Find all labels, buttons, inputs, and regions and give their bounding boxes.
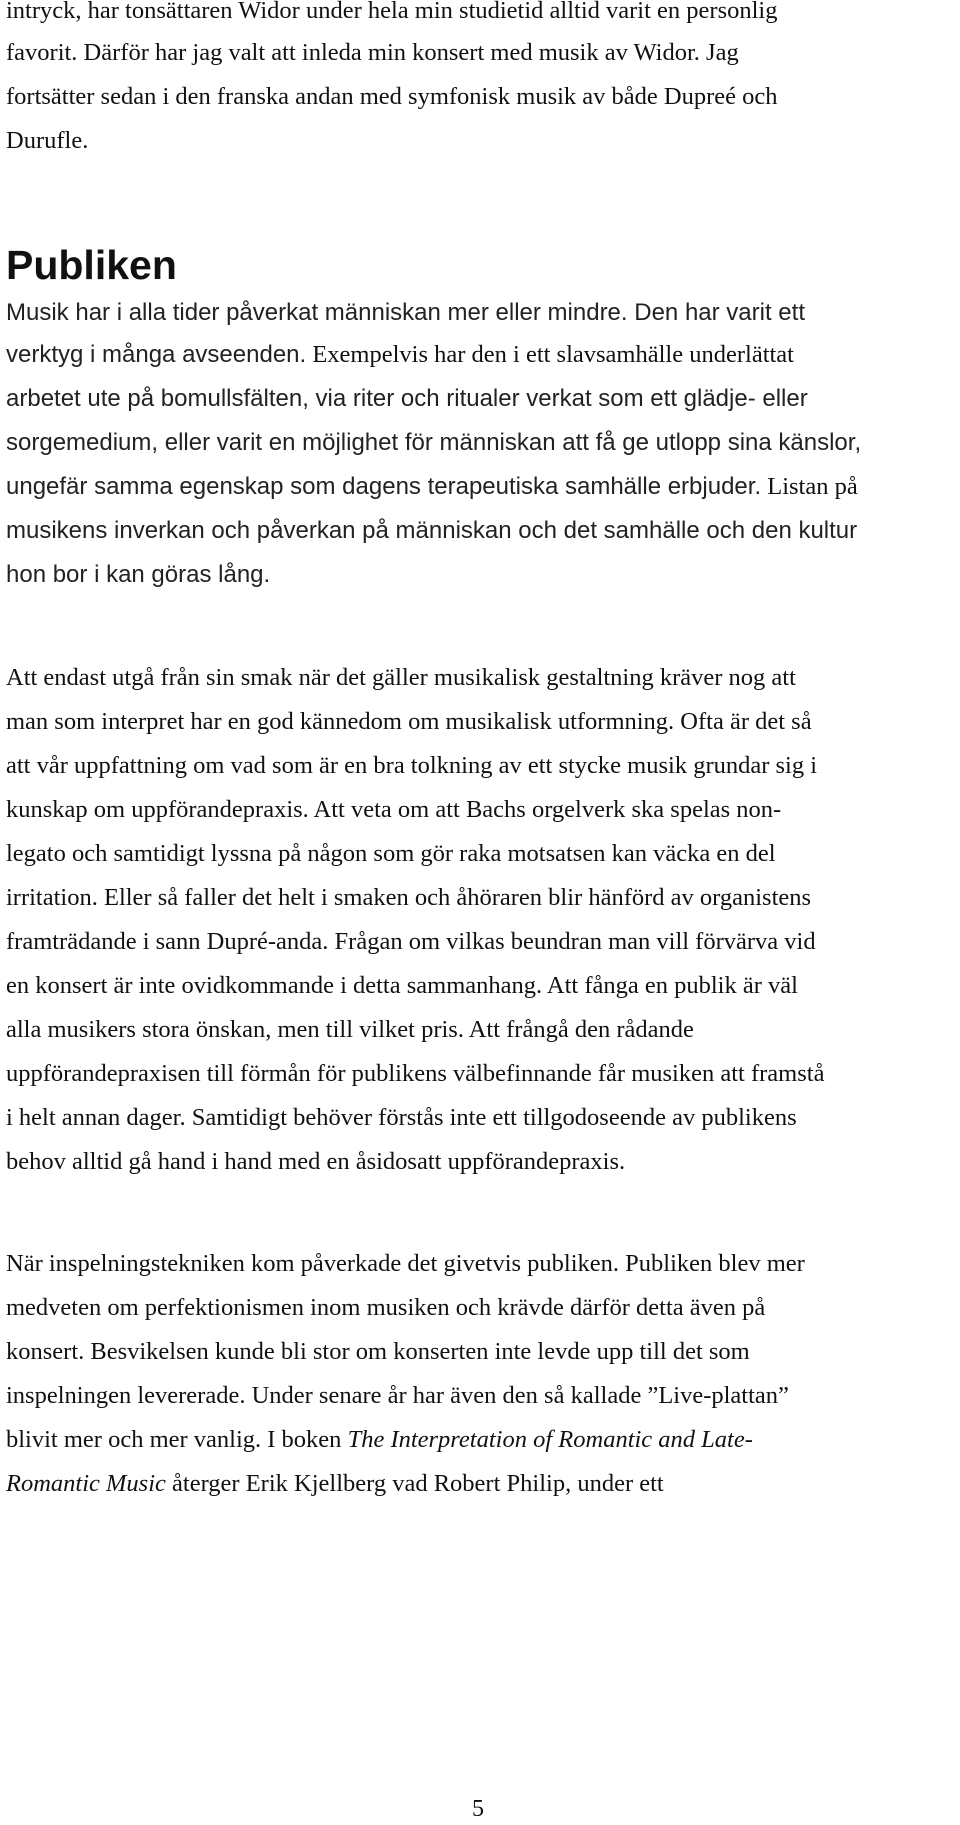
- section1-line-2: [6, 341, 794, 369]
- section2-line-9: alla musikers stora önskan, men till vilket pris. Att frångå den rådande: [6, 1016, 694, 1043]
- section3-line-2: medveten om perfektionismen inom musiken och krävde därför detta även på: [6, 1294, 766, 1321]
- section2-line-3: att vår uppfattning om vad som är en bra tolkning av ett stycke musik grundar sig i: [6, 752, 818, 779]
- section3-line-1: När inspelningstekniken kom påverkade det givetvis publiken. Publiken blev mer: [6, 1250, 805, 1277]
- section3-line-6: [6, 1470, 664, 1498]
- section3-line-6-text: återger Erik Kjellberg vad Robert Philip, under ett: [165, 1470, 664, 1497]
- section1-line-4: sorgemedium, eller varit en möjlighet för människan att få ge utlopp sina känslor,: [6, 429, 862, 456]
- book-title-part2: Romantic Music: [6, 1470, 166, 1497]
- intro-line-4: Durufle.: [6, 127, 89, 154]
- section1-line-5-sans: ungefär samma egenskap som dagens terapeutiska samhälle erbjuder.: [6, 473, 762, 500]
- section1-line-6: musikens inverkan och påverkan på människan och det samhälle och den kultur: [6, 517, 858, 544]
- section2-line-1: Att endast utgå från sin smak när det gäller musikalisk gestaltning kräver nog att: [6, 664, 796, 691]
- section2-line-2: man som interpret har en god kännedom om musikalisk utformning. Ofta är det så: [6, 708, 812, 735]
- intro-line-3: fortsätter sedan i den franska andan med symfonisk musik av både Dupreé och: [6, 83, 778, 110]
- section1-line-3: arbetet ute på bomullsfälten, via riter och ritualer verkat som ett glädje- eller: [6, 385, 808, 412]
- section1-line-5: [6, 473, 858, 501]
- section2-line-6: irritation. Eller så faller det helt i smaken och åhöraren blir hänförd av organistens: [6, 884, 812, 911]
- section2-line-7: framträdande i sann Dupré-anda. Frågan om vilkas beundran man vill förvärva vid: [6, 928, 816, 955]
- section3-line-5: [6, 1426, 753, 1454]
- section3-line-4: inspelningen levererade. Under senare år har även den så kallade ”Live-plattan”: [6, 1382, 789, 1409]
- intro-line-1: intryck, har tonsättaren Widor under hela min studietid alltid varit en personlig: [6, 0, 778, 24]
- intro-line-2: favorit. Därför har jag valt att inleda min konsert med musik av Widor. Jag: [6, 39, 739, 66]
- section3-line-3: konsert. Besvikelsen kunde bli stor om konserten inte levde upp till det som: [6, 1338, 750, 1365]
- section2-line-11: i helt annan dager. Samtidigt behöver förstås inte ett tillgodoseende av publikens: [6, 1104, 797, 1131]
- section2-line-12: behov alltid gå hand i hand med en åsidosatt uppförandepraxis.: [6, 1148, 626, 1175]
- page-number: 5: [472, 1796, 484, 1822]
- section1-line-2-sans: verktyg i många avseenden.: [6, 341, 307, 368]
- section1-line-1: Musik har i alla tider påverkat människan mer eller mindre. Den har varit ett: [6, 299, 805, 326]
- section3-line-5-text: blivit mer och mer vanlig. I boken: [6, 1426, 348, 1453]
- section2-line-10: uppförandepraxisen till förmån för publikens välbefinnande får musiken att framstå: [6, 1060, 825, 1087]
- section1-line-2-serif: Exempelvis har den i ett slavsamhälle underlättat: [306, 341, 794, 368]
- section2-line-5: legato och samtidigt lyssna på någon som gör raka motsatsen kan väcka en del: [6, 840, 776, 867]
- book-title-part1: The Interpretation of Romantic and Late-: [347, 1426, 753, 1453]
- section1-line-7: hon bor i kan göras lång.: [6, 561, 271, 588]
- section2-line-4: kunskap om uppförandepraxis. Att veta om att Bachs orgelverk ska spelas non-: [6, 796, 782, 823]
- section2-line-8: en konsert är inte ovidkommande i detta sammanhang. Att fånga en publik är väl: [6, 972, 798, 999]
- section1-line-5-serif: Listan på: [761, 473, 858, 500]
- section-heading: Publiken: [6, 242, 177, 288]
